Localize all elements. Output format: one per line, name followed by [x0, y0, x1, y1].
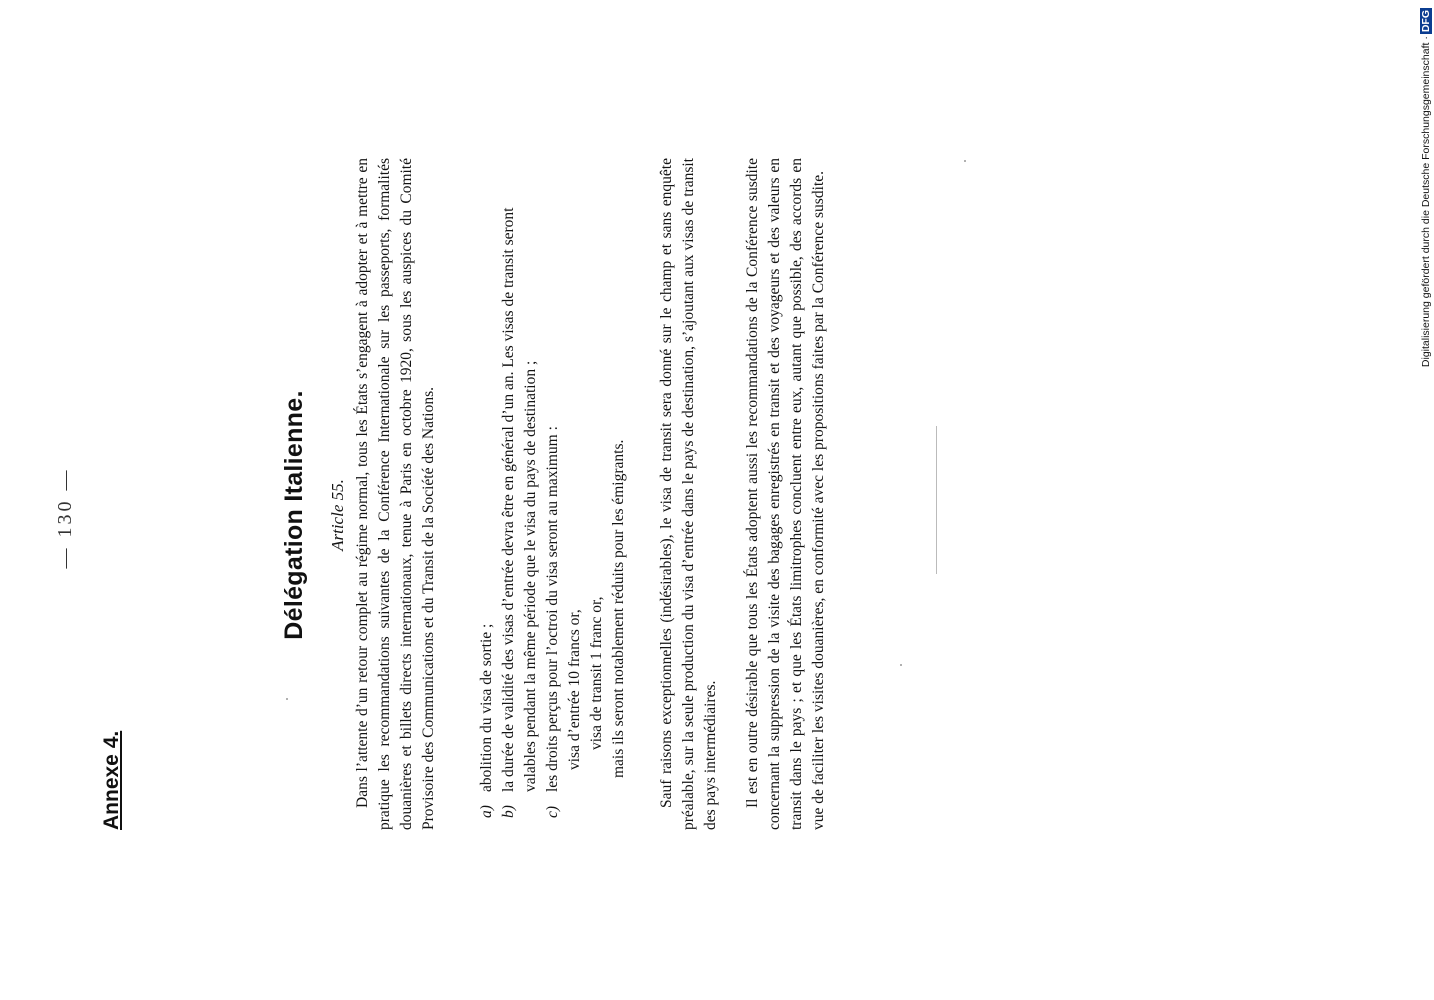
fee-transit-visa: visa de transit 1 franc or,: [588, 596, 605, 750]
funding-sidebar: [1418, 8, 1434, 394]
scan-speck: [964, 160, 966, 162]
list-marker-b: b): [500, 805, 517, 818]
page-number: — 130 —: [54, 467, 76, 569]
scan-speck: [900, 664, 902, 666]
list-marker-a: a): [478, 805, 495, 818]
paragraph-1: [352, 158, 440, 830]
annexe-label: Annexe 4.: [100, 730, 123, 830]
list-item-a: [476, 158, 498, 830]
paragraph-3: Sauf raisons exceptionnelles (indésirables), le visa de transit sera donné sur le champ et sans enquête préalable, sur la seule production du visa d’entrée dans le pays de destination, s’ajoutant aux visas de transit des pays intermédiaires.: [658, 158, 719, 830]
list-item-b: [498, 158, 542, 830]
list-text-b: la durée de validité des visas d’entrée devra être en général d’un an. Les visas de transit seront valables pendant la même période que le visa du pays de destination ;: [500, 207, 539, 792]
fee-entry-visa: visa d’entrée 10 francs or,: [566, 609, 583, 770]
list-text-a: abolition du visa de sortie ;: [478, 623, 495, 792]
funding-text: Digitalisierung gefördert durch die Deutsche Forschungsgemeinschaft ·: [1420, 36, 1432, 368]
scan-speck: [286, 698, 288, 700]
scan-fold-line: [936, 426, 937, 574]
paragraph-4: Il est en outre désirable que tous les États adoptent aussi les recommandations de la Conférence susdite concernant la suppression de la visite des bagages enregistrés en transit et des voyageurs et des valeurs en transit dans le pays ; et que les États limitrophes concluent entre eux, autant que possible, des accords en vue de faciliter les visites douanières, en conformité avec les propositions faites par la Conférence susdite.: [744, 158, 827, 830]
fee-reduction-note: mais ils seront notablement réduits pour les émigrants.: [610, 439, 627, 778]
dfg-logo: DFG: [1420, 10, 1432, 33]
section-heading: Délégation Italienne.: [280, 390, 308, 640]
list-marker-c: c): [544, 805, 561, 818]
article-title: Article 55.: [328, 479, 347, 551]
recommendations-list: [476, 158, 630, 830]
paragraph-1-text: Dans l’attente d’un retour complet au régime normal, tous les États s’engagent à adopter et à mettre en pratique les recommandations suivantes de la Conférence Internationale sur les passeports, formalités douanières et billets directs internationaux, tenue à Paris en octobre 1920, sous les auspices du Comité Provisoire des Communications et du Transit de la Société des Nations.: [354, 158, 437, 830]
list-text-c: les droits perçus pour l’octroi du visa seront au maximum :: [544, 426, 561, 792]
list-item-c: [542, 158, 564, 830]
